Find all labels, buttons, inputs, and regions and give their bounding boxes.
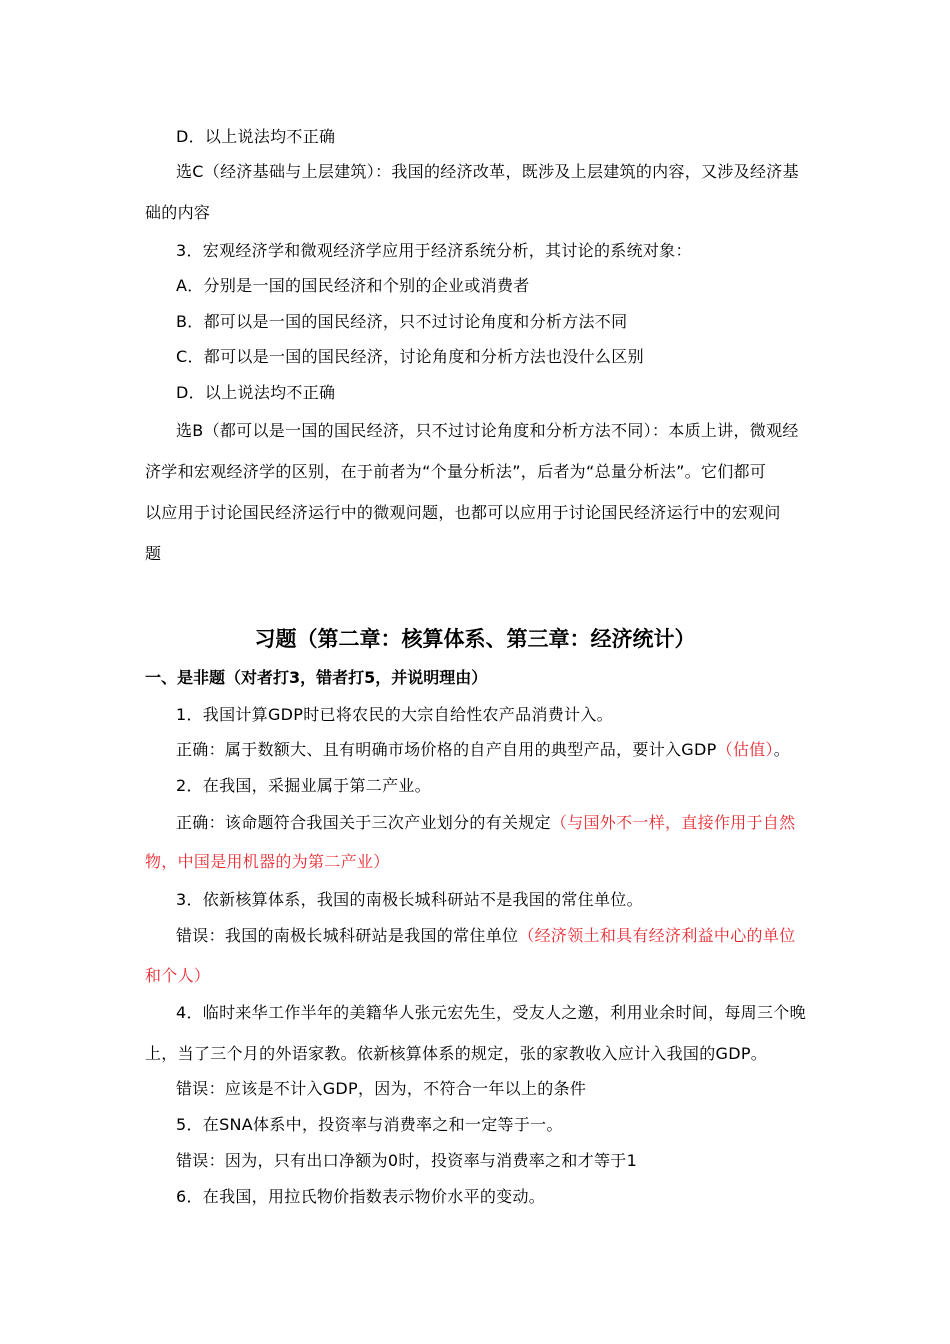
option-a: A．分别是一国的国民经济和个别的企业或消费者	[176, 276, 530, 295]
red-annotation: （估值）	[716, 740, 774, 759]
section-heading: 一、是非题（对者打3，错者打5，并说明理由）	[145, 668, 488, 687]
option-d-2: D．以上说法均不正确	[176, 383, 336, 402]
red-annotation: （经济领土和具有经济利益中心的单位	[518, 926, 796, 945]
option-b: B．都可以是一国的国民经济，只不过讨论角度和分析方法不同	[176, 312, 628, 331]
answer-2-line-1: 选C（经济基础与上层建筑）：我国的经济改革，既涉及上层建筑的内容，又涉及经济基	[176, 162, 799, 181]
tf-question-6: 6．在我国，用拉氏物价指数表示物价水平的变动。	[176, 1187, 546, 1206]
answer-text-end: 。	[773, 740, 791, 759]
answer-text: 正确：属于数额大、且有明确市场价格的自产自用的典型产品，要计入GDP	[176, 740, 717, 759]
option-d-1: D．以上说法均不正确	[176, 127, 336, 146]
tf-answer-4: 错误：应该是不计入GDP，因为，不符合一年以上的条件	[176, 1079, 587, 1098]
answer-3-line-2: 济学和宏观经济学的区别，在于前者为“个量分析法”，后者为“总量分析法”。它们都可	[145, 462, 767, 481]
tf-answer-5: 错误：因为，只有出口净额为0时，投资率与消费率之和才等于1	[176, 1151, 638, 1170]
answer-3-line-4: 题	[145, 544, 162, 563]
tf-answer-2	[176, 812, 795, 834]
answer-2-line-2: 础的内容	[145, 203, 211, 222]
tf-question-1: 1．我国计算GDP时已将农民的大宗自给性农产品消费计入。	[176, 705, 613, 724]
exercise-title: 习题（第二章：核算体系、第三章：经济统计）	[254, 627, 696, 651]
tf-answer-3	[176, 925, 795, 947]
tf-question-2: 2．在我国，采掘业属于第二产业。	[176, 776, 431, 795]
tf-question-5: 5．在SNA体系中，投资率与消费率之和一定等于一。	[176, 1115, 563, 1134]
question-3: 3．宏观经济学和微观经济学应用于经济系统分析，其讨论的系统对象：	[176, 241, 692, 260]
red-annotation: （与国外不一样，直接作用于自然	[550, 813, 796, 832]
tf-answer-1	[176, 739, 790, 761]
tf-answer-2-cont: 物，中国是用机器的为第二产业）	[145, 852, 390, 871]
tf-question-4-cont: 上，当了三个月的外语家教。依新核算体系的规定，张的家教收入应计入我国的GDP。	[145, 1044, 768, 1063]
tf-question-3: 3．依新核算体系，我国的南极长城科研站不是我国的常住单位。	[176, 890, 643, 909]
answer-3-line-1: 选B（都可以是一国的国民经济，只不过讨论角度和分析方法不同）：本质上讲，微观经	[176, 421, 799, 440]
answer-3-line-3: 以应用于讨论国民经济运行中的微观问题，也都可以应用于讨论国民经济运行中的宏观问	[145, 503, 781, 522]
answer-text: 正确：该命题符合我国关于三次产业划分的有关规定	[176, 813, 551, 832]
answer-text: 错误：我国的南极长城科研站是我国的常住单位	[176, 926, 519, 945]
option-c: C．都可以是一国的国民经济，讨论角度和分析方法也没什么区别	[176, 347, 644, 366]
tf-question-4: 4．临时来华工作半年的美籍华人张元宏先生，受友人之邀，利用业余时间，每周三个晚	[176, 1003, 806, 1022]
tf-answer-3-cont: 和个人）	[145, 966, 211, 985]
